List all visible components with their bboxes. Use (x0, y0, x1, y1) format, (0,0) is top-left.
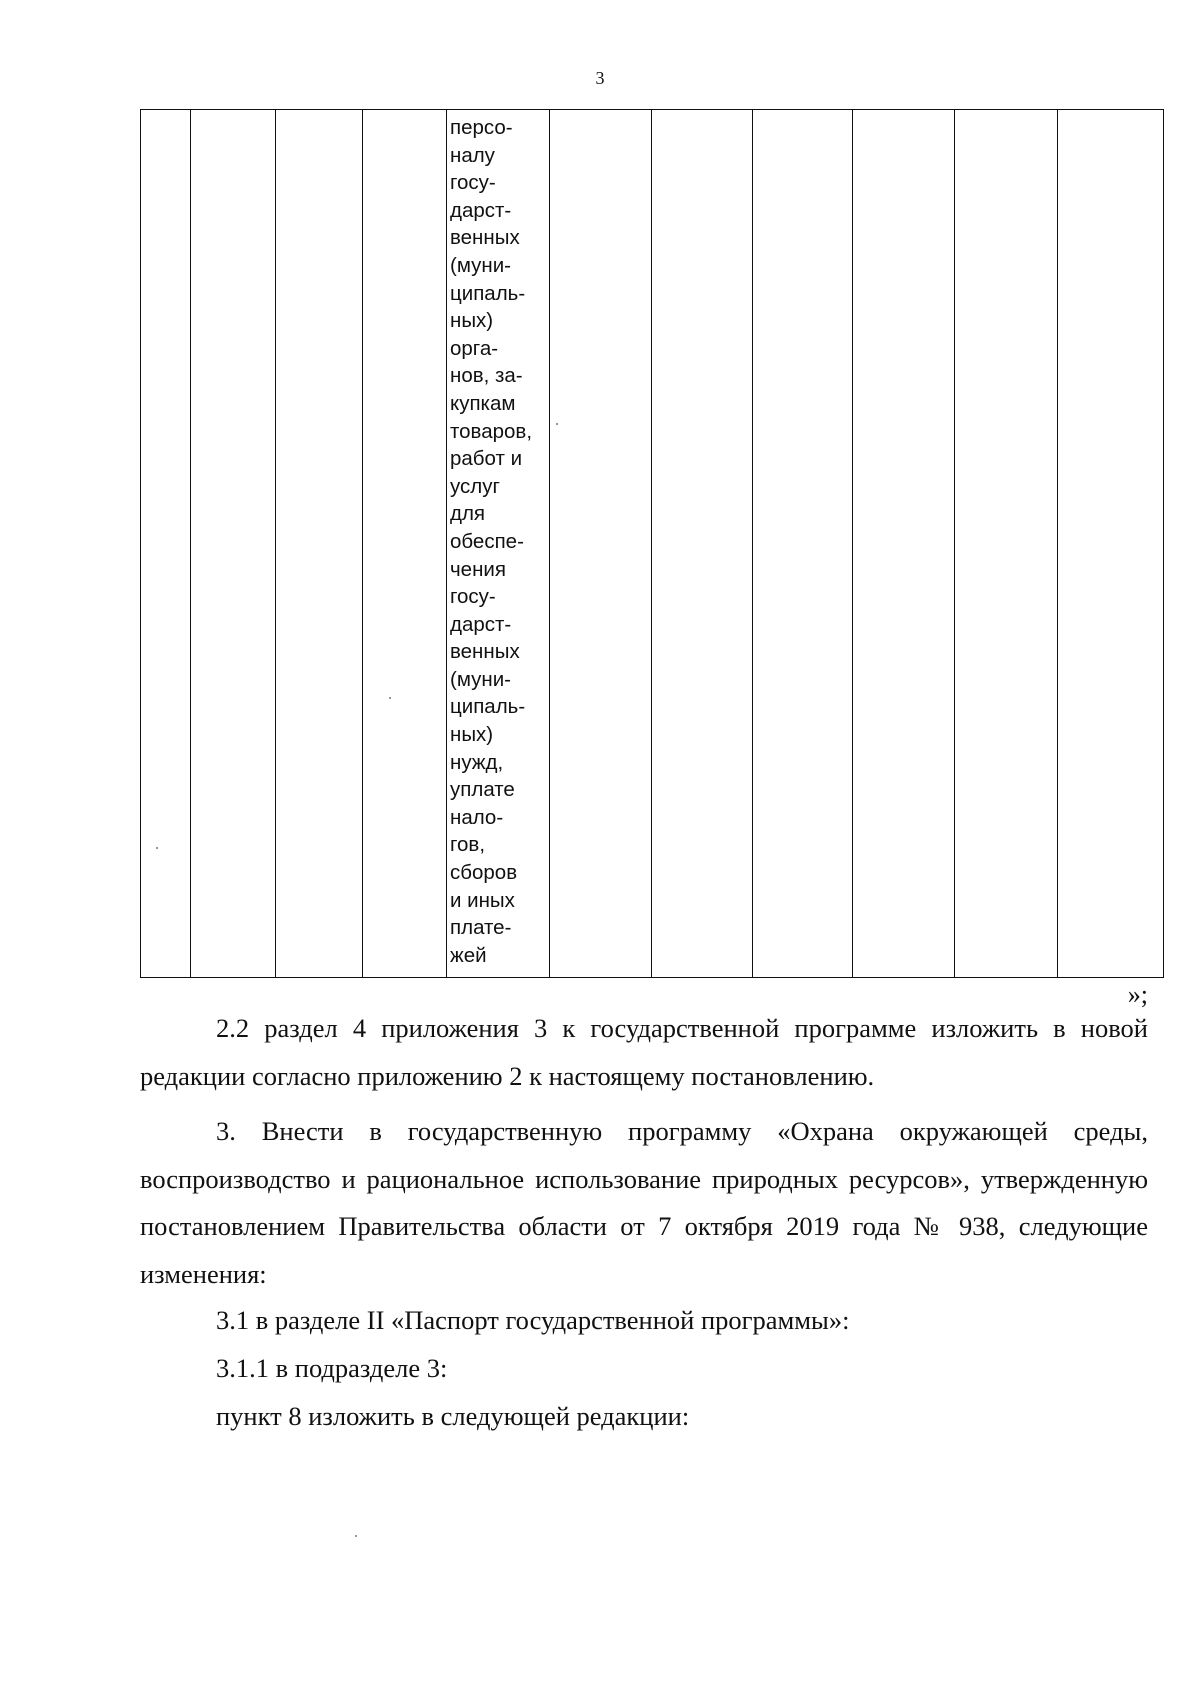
column-divider (190, 110, 191, 977)
column-divider (446, 110, 447, 977)
cell-line: товаров, (450, 419, 533, 443)
table-cell-text (450, 114, 550, 969)
column-divider (651, 110, 652, 977)
cell-line: работ и (450, 447, 523, 471)
cell-line: нало- (450, 805, 504, 829)
cell-line: госу- (450, 171, 496, 195)
cell-line: (муни- (450, 253, 511, 277)
cell-line: персо- (450, 116, 513, 139)
column-divider (362, 110, 363, 977)
column-divider (954, 110, 955, 977)
cell-line: ципаль- (450, 281, 526, 305)
cell-line: обеспе- (450, 529, 524, 553)
cell-line: дарст- (450, 198, 512, 222)
cell-line: плате- (450, 916, 512, 940)
cell-line: венных (450, 640, 520, 664)
page-number: 3 (595, 68, 605, 88)
cell-line: для (450, 502, 486, 526)
cell-line: жей (450, 943, 487, 967)
column-divider (1057, 110, 1058, 977)
cell-line: и иных (450, 888, 515, 912)
scan-speck (355, 1535, 357, 1537)
table-fragment (140, 109, 1164, 978)
cell-line: гов, (450, 833, 486, 857)
cell-line: нужд, (450, 750, 504, 774)
paragraph-3: 3. Внести в государственную программу «Охрана окружающей среды, воспроизводство и рациональное использование природных ресурсов», утвержденную постановлением Правительства области от 7 октября 2019 года № 938, следующие изменения: (140, 1116, 1148, 1289)
paragraph-2-2: 2.2 раздел 4 приложения 3 к государственной программе изложить в новой редакции согласно приложению 2 к настоящему постановлению. (140, 1013, 1148, 1091)
cell-line: ных) (450, 723, 494, 747)
cell-line: дарст- (450, 612, 512, 636)
column-divider (752, 110, 753, 977)
cell-line: (муни- (450, 667, 511, 691)
scan-speck (389, 697, 391, 699)
cell-line: купкам (450, 391, 516, 415)
column-divider (852, 110, 853, 977)
cell-line: орга- (450, 336, 499, 360)
scan-speck (556, 423, 558, 425)
cell-line: госу- (450, 585, 496, 609)
cell-line: услуг (450, 474, 500, 498)
paragraph-3-1: 3.1 в разделе II «Паспорт государственной программы»: (216, 1305, 850, 1335)
column-divider (275, 110, 276, 977)
cell-line: налу (450, 143, 495, 167)
cell-line: ципаль- (450, 695, 526, 719)
scan-speck (156, 847, 158, 849)
cell-line: уплате (450, 778, 515, 802)
cell-line: ных) (450, 309, 494, 333)
cell-line: сборов (450, 861, 518, 885)
closing-quote: »; (1127, 980, 1148, 1009)
cell-line: венных (450, 226, 520, 250)
cell-line: чения (450, 557, 506, 581)
paragraph-3-1-1: 3.1.1 в подразделе 3: (216, 1353, 448, 1383)
cell-line: нов, за- (450, 364, 523, 388)
paragraph-point-8: пункт 8 изложить в следующей редакции: (216, 1401, 690, 1431)
